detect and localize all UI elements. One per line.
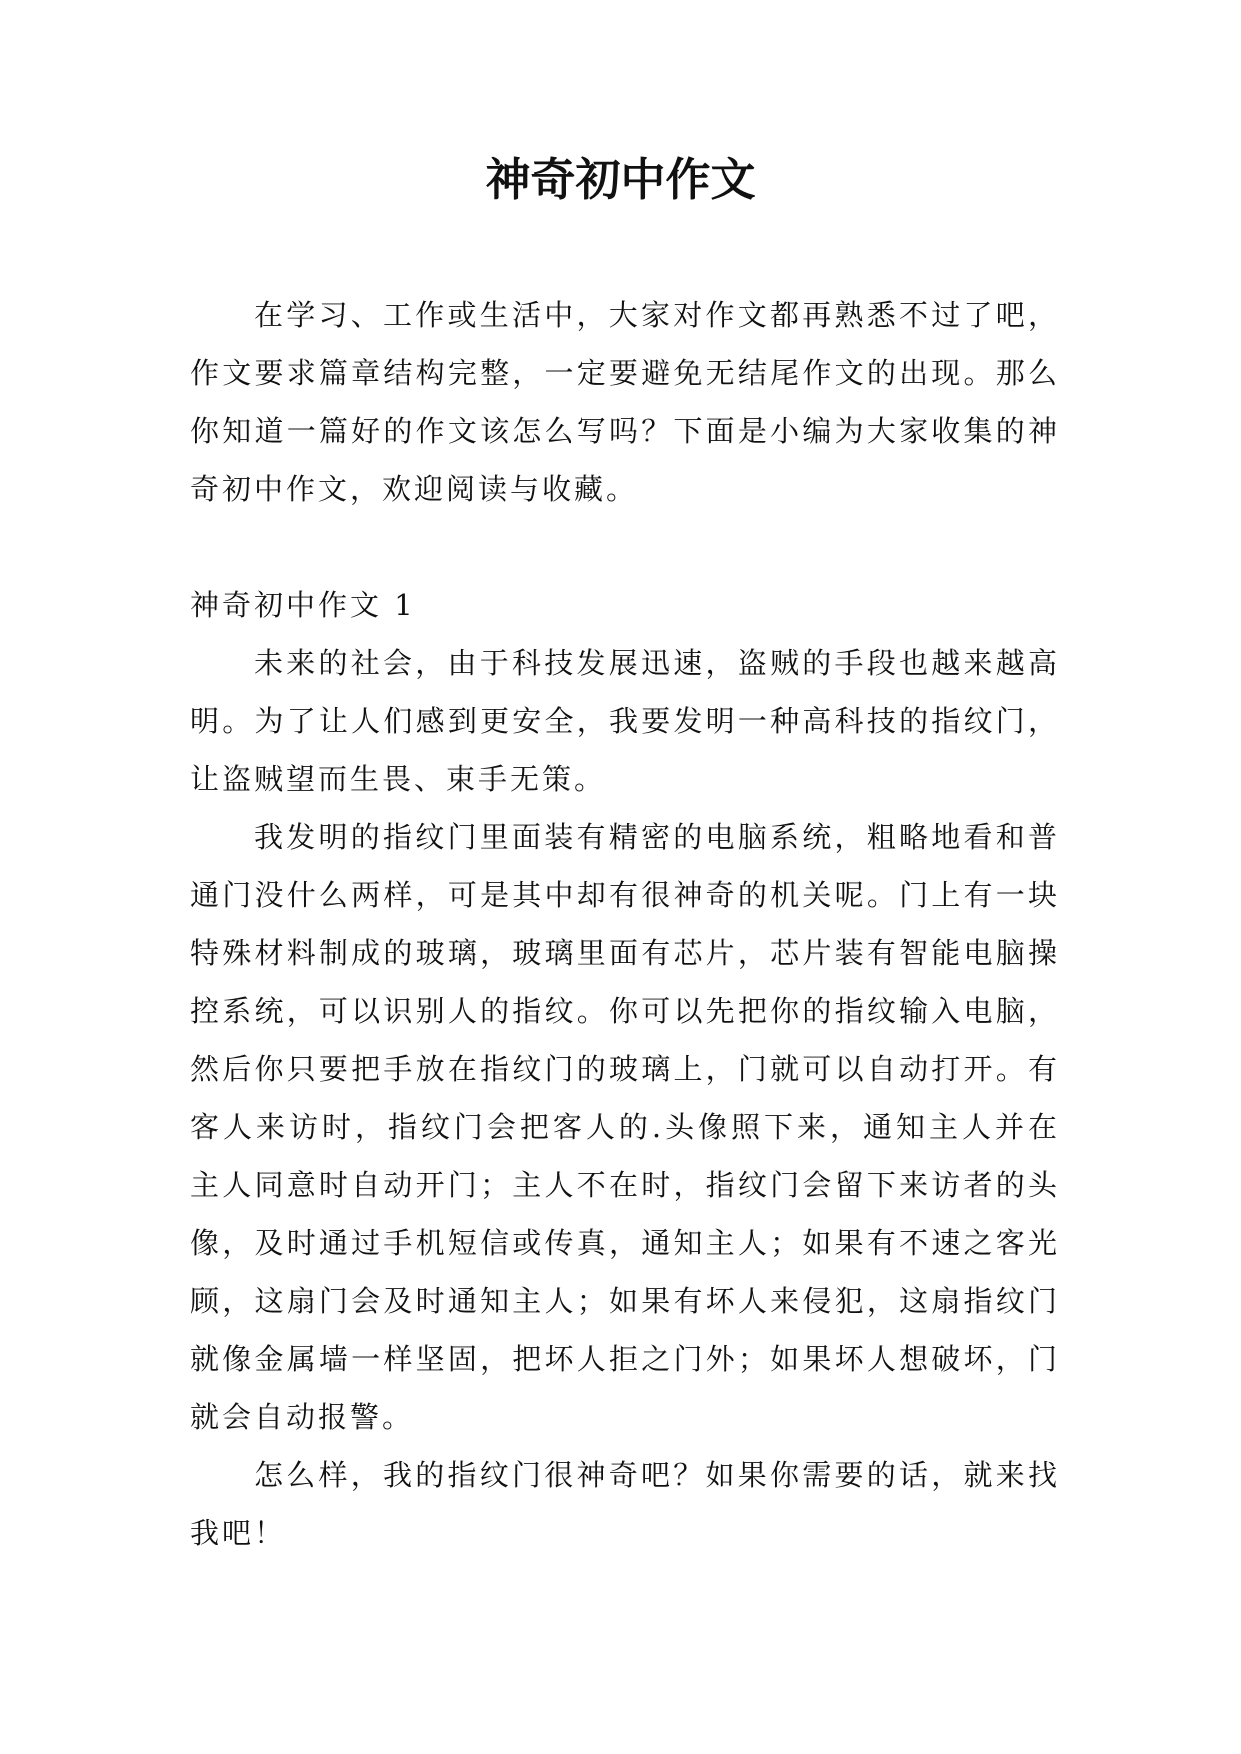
essay-paragraph-3: 怎么样，我的指纹门很神奇吧？如果你需要的话，就来找我吧！ (190, 1458, 1060, 1550)
intro-block (190, 286, 1060, 518)
document-title: 神奇初中作文 (485, 153, 756, 206)
intro-paragraph: 在学习、工作或生活中，大家对作文都再熟悉不过了吧，作文要求篇章结构完整，一定要避免无结尾作文的出现。那么你知道一篇好的作文该怎么写吗？下面是小编为大家收集的神奇初中作文，欢迎阅读与收藏。 (190, 298, 1060, 506)
essay-paragraph-1: 未来的社会，由于科技发展迅速，盗贼的手段也越来越高明。为了让人们感到更安全，我要发明一种高科技的指纹门，让盗贼望而生畏、束手无策。 (190, 646, 1060, 796)
essay-paragraph-2: 我发明的指纹门里面装有精密的电脑系统，粗略地看和普通门没什么两样，可是其中却有很神奇的机关呢。门上有一块特殊材料制成的玻璃，玻璃里面有芯片，芯片装有智能电脑操控系统，可以识别人的指纹。你可以先把你的指纹输入电脑，然后你只要把手放在指纹门的玻璃上，门就可以自动打开。有客人来访时，指纹门会把客人的.头像照下来，通知主人并在主人同意时自动开门；主人不在时，指纹门会留下来访者的头像，及时通过手机短信或传真，通知主人；如果有不速之客光顾，这扇门会及时通知主人；如果有坏人来侵犯，这扇指纹门就像金属墙一样坚固，把坏人拒之门外；如果坏人想破坏，门就会自动报警。 (190, 820, 1060, 1434)
section-heading: 神奇初中作文 1 (190, 588, 416, 622)
essay-section (190, 576, 1060, 1562)
